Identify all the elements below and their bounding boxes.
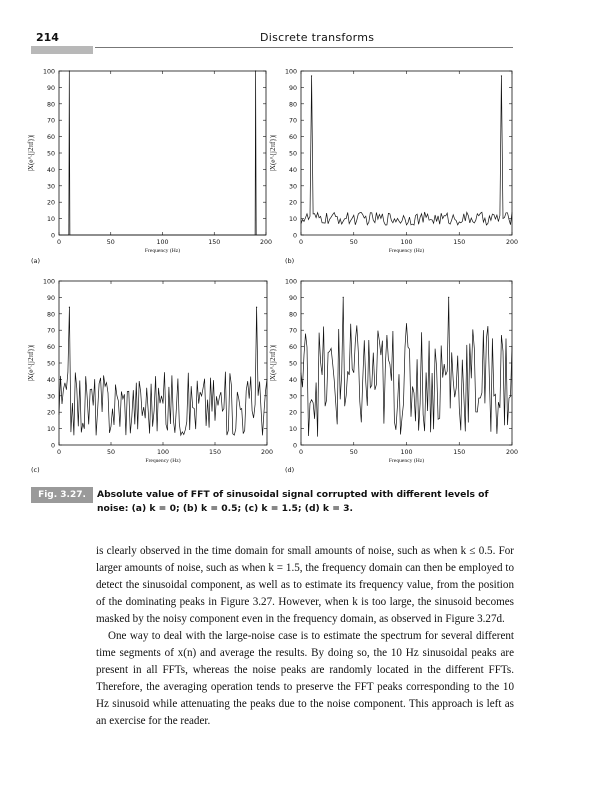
x-tick-label: 100 xyxy=(400,239,413,246)
x-tick-label: 0 xyxy=(56,239,62,246)
y-tick-label: 70 xyxy=(46,327,55,335)
figure-label: Fig. 3.27. xyxy=(31,487,93,503)
spectrum-peak xyxy=(255,70,256,71)
y-tick-label: 30 xyxy=(288,393,297,401)
spectrum-peak xyxy=(69,307,70,308)
paragraph-1: is clearly observed in the time domain for small amounts of noise, such as when k ≤ 0.5. For larger amounts of noise, such as when k = 1.5, the frequency domain can then be employed to detect the sinusoidal component, as well as to estimate its frequency value, from the position of the dominating peaks in Figure 3.27. However, when k is too large, the sinusoid becomes masked by the noisy component even in the frequency domain, as observed in Figure 3.27d. xyxy=(96,545,514,625)
y-axis-label: |X(e^{j2πf})| xyxy=(269,344,277,382)
y-tick-label: 80 xyxy=(288,311,297,319)
page-header xyxy=(0,0,608,60)
y-tick-label: 0 xyxy=(292,232,297,240)
x-axis-label: Frequency (Hz) xyxy=(388,248,425,254)
y-tick-label: 50 xyxy=(288,150,297,158)
x-tick-label: 100 xyxy=(400,449,413,456)
plot-frame xyxy=(301,71,512,235)
plot-frame xyxy=(59,281,267,445)
y-tick-label: 90 xyxy=(288,294,297,302)
spectrum-series xyxy=(301,76,512,225)
y-tick-label: 20 xyxy=(288,199,297,207)
y-tick-label: 70 xyxy=(288,117,297,125)
panel-label: (c) xyxy=(31,466,40,474)
y-tick-label: 20 xyxy=(288,409,297,417)
x-tick-label: 150 xyxy=(208,239,221,246)
y-tick-label: 100 xyxy=(284,278,297,286)
x-tick-label: 100 xyxy=(156,239,169,246)
x-axis-label: Frequency (Hz) xyxy=(144,248,181,254)
x-tick-label: 200 xyxy=(259,239,273,246)
y-tick-label: 40 xyxy=(288,166,297,174)
y-tick-label: 40 xyxy=(46,166,55,174)
spectrum-peak xyxy=(256,307,257,308)
y-axis-label: |X(e^{j2πf})| xyxy=(27,344,35,382)
x-tick-label: 150 xyxy=(453,449,466,456)
y-tick-label: 30 xyxy=(288,183,297,191)
y-tick-label: 50 xyxy=(288,360,297,368)
y-axis-label: |X(e^{j2πf})| xyxy=(27,134,35,172)
y-tick-label: 100 xyxy=(42,68,55,76)
x-axis-label: Frequency (Hz) xyxy=(388,458,425,464)
y-tick-label: 40 xyxy=(288,376,297,384)
x-tick-label: 200 xyxy=(505,449,519,456)
y-tick-label: 60 xyxy=(46,344,55,352)
y-tick-label: 0 xyxy=(292,442,297,450)
y-tick-label: 10 xyxy=(46,426,55,434)
x-tick-label: 100 xyxy=(156,449,170,456)
x-tick-label: 50 xyxy=(349,449,358,456)
x-tick-label: 150 xyxy=(453,239,466,246)
y-tick-label: 60 xyxy=(288,134,297,142)
caption-text: Absolute value of FFT of sinusoidal signal corrupted with different levels of noise: (a) k = 0; (b) k = 0.5; (c) k = 1.5; (d) k = 3. xyxy=(97,489,489,514)
y-tick-label: 30 xyxy=(46,183,55,191)
x-axis-label: Frequency (Hz) xyxy=(145,458,181,464)
y-tick-label: 50 xyxy=(46,150,55,158)
x-tick-label: 0 xyxy=(298,239,304,246)
paragraph-2: One way to deal with the large-noise case is to estimate the spectrum for several different time segments of x(n) and average the results. By doing so, the 10 Hz sinusoidal peaks are present in all FFTs, whereas the noise peaks are randomly located in the different FFTs. Therefore, the averaging operation tends to preserve the FFT peaks corresponding to the 10 Hz sinusoid while attenuating the peaks due to the noise component. This approach is left as an exercise for the reader. xyxy=(96,630,514,727)
x-tick-label: 50 xyxy=(106,449,116,456)
x-tick-label: 150 xyxy=(208,449,222,456)
spectrum-peak xyxy=(501,75,502,76)
y-tick-label: 10 xyxy=(288,216,297,224)
x-tick-label: 50 xyxy=(349,239,358,246)
header-bar xyxy=(31,46,93,54)
y-tick-label: 70 xyxy=(288,327,297,335)
y-tick-label: 80 xyxy=(46,101,55,109)
spectrum-peak xyxy=(343,297,344,298)
panel-label: (d) xyxy=(285,466,295,474)
plot-frame xyxy=(59,71,266,235)
x-tick-label: 50 xyxy=(106,239,115,246)
header-rule xyxy=(95,47,513,48)
x-tick-label: 200 xyxy=(505,239,519,246)
y-tick-label: 100 xyxy=(284,68,297,76)
x-tick-label: 0 xyxy=(298,449,304,456)
y-tick-label: 10 xyxy=(288,426,297,434)
spectrum-peak xyxy=(69,70,70,71)
x-tick-label: 200 xyxy=(260,449,274,456)
y-axis-label: |X(e^{j2πf})| xyxy=(269,134,277,172)
y-tick-label: 100 xyxy=(42,278,55,286)
y-tick-label: 80 xyxy=(46,311,55,319)
spectrum-series xyxy=(301,297,512,436)
running-title: Discrete transforms xyxy=(260,31,375,44)
y-tick-label: 90 xyxy=(46,294,55,302)
spectrum-peak xyxy=(311,75,312,76)
y-tick-label: 60 xyxy=(46,134,55,142)
spectrum-series xyxy=(59,307,267,435)
y-tick-label: 30 xyxy=(46,393,55,401)
y-tick-label: 40 xyxy=(46,376,55,384)
panel-label: (a) xyxy=(31,257,41,265)
spectrum-series xyxy=(59,71,266,235)
y-tick-label: 10 xyxy=(46,216,55,224)
y-tick-label: 80 xyxy=(288,101,297,109)
page-number: 214 xyxy=(36,31,59,44)
y-tick-label: 20 xyxy=(46,199,55,207)
y-tick-label: 70 xyxy=(46,117,55,125)
y-tick-label: 20 xyxy=(46,409,55,417)
spectrum-peak xyxy=(448,297,449,298)
body-text xyxy=(96,543,514,730)
y-tick-label: 90 xyxy=(288,84,297,92)
panel-label: (b) xyxy=(285,257,295,265)
y-tick-label: 90 xyxy=(46,84,55,92)
y-tick-label: 60 xyxy=(288,344,297,352)
y-tick-label: 0 xyxy=(50,232,55,240)
x-tick-label: 0 xyxy=(56,449,62,456)
y-tick-label: 0 xyxy=(50,442,55,450)
y-tick-label: 50 xyxy=(46,360,55,368)
plot-frame xyxy=(301,281,512,445)
